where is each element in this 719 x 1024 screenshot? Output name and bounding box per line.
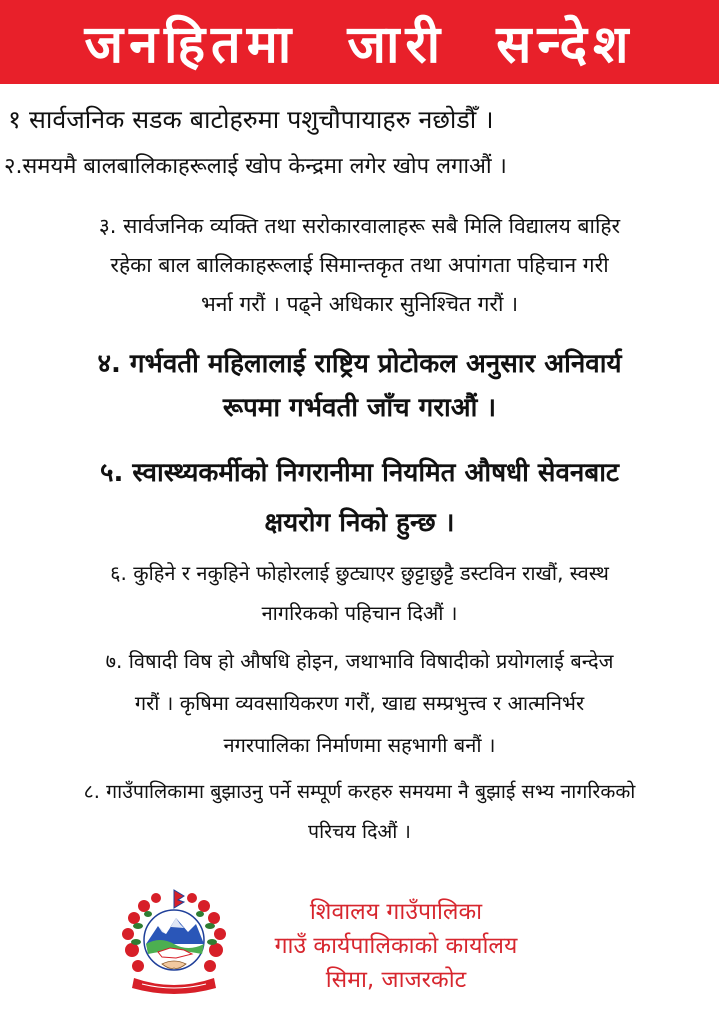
message-item-5 (8, 448, 711, 548)
message-line: ८. गाउँपालिकामा बुझाउनु पर्ने सम्पूर्ण करहरु समयमा नै बुझाई सभ्य नागरिकको (83, 780, 636, 803)
message-line: रूपमा गर्भवती जाँच गराऔं । (222, 393, 497, 423)
message-line: २.समयमै बालबालिकाहरूलाई खोप केन्द्रमा लगेर खोप लगाऔं । (4, 154, 507, 179)
message-line: ४. गर्भवती महिलालाई राष्ट्रिय प्रोटोकल अनुसार अनिवार्य (97, 349, 622, 379)
message-item-4 (8, 342, 711, 430)
nepal-government-emblem-icon (118, 888, 230, 1000)
message-line: ३. सार्वजनिक व्यक्ति तथा सरोकारवालाहरू सबै मिलि विद्यालय बाहिर (98, 214, 621, 238)
message-line: रहेका बाल बालिकाहरूलाई सिमान्तकृत तथा अपांगता पहिचान गरी (110, 253, 609, 277)
office-subtitle: गाउँ कार्यपालिकाको कार्यालय (274, 933, 518, 959)
message-item-1 (8, 102, 711, 136)
message-item-6 (8, 553, 711, 633)
message-line: १ सार्वजनिक सडक बाटोहरुमा पशुचौपायाहरु नछोडौँ । (8, 105, 494, 134)
message-item-2 (4, 150, 707, 180)
message-line: क्षयरोग निको हुन्छ । (264, 508, 455, 538)
message-line: भर्ना गरौं । पढ्ने अधिकार सुनिश्चित गरौं । (200, 292, 519, 316)
message-line: ७. विषादी विष हो औषधि होइन, जथाभावि विषादीको प्रयोगलाई बन्देज (105, 649, 614, 673)
message-line: ६. कुहिने र नकुहिने फोहोरलाई छुट्याएर छुट्टाछुट्टै डस्टविन राखौं, स्वस्थ (110, 561, 609, 585)
office-address-block (236, 895, 556, 997)
message-item-3 (8, 207, 711, 324)
office-name: शिवालय गाउँपालिका (309, 899, 483, 925)
message-line: नागरिकको पहिचान दिऔं । (261, 601, 458, 625)
page-title: जनहितमा जारी सन्देश (84, 14, 635, 75)
message-line: नगरपालिका निर्माणमा सहभागी बनौं । (223, 733, 496, 757)
office-location: सिमा, जाजरकोट (325, 967, 467, 993)
message-line: परिचय दिऔं । (308, 820, 411, 843)
message-line: ५. स्वास्थ्यकर्मीको निगरानीमा नियमित औषधी सेवनबाट (99, 458, 620, 488)
title-banner (0, 0, 719, 84)
message-item-8 (8, 772, 711, 852)
message-line: गरौं । कृषिमा व्यवसायिकरण गरौं, खाद्य सम्प्रभुत्त्व र आत्मनिर्भर (134, 691, 585, 715)
message-item-7 (8, 640, 711, 766)
